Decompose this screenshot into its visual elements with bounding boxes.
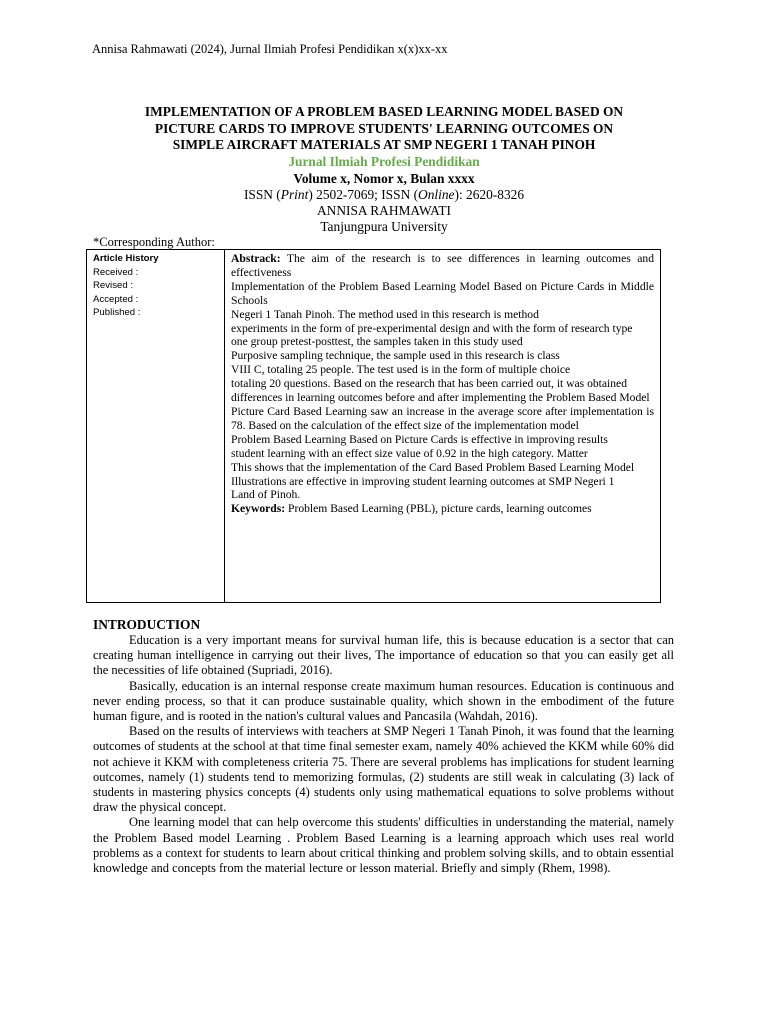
abstract-line: Implementation of the Problem Based Learning Model Based on Picture Cards in Middle Schools (231, 279, 654, 307)
history-revised: Revised : (93, 280, 133, 292)
running-head: Annisa Rahmawati (2024), Jurnal Ilmiah Profesi Pendidikan x(x)xx-xx (92, 42, 448, 56)
abstract-box (86, 249, 661, 603)
issn-online: Online (418, 186, 455, 202)
introduction-heading: INTRODUCTION (93, 617, 201, 632)
abstract (225, 250, 660, 602)
introduction-section (93, 617, 674, 876)
abstract-line: experiments in the form of pre-experimental design and with the form of research type (231, 321, 633, 335)
corresponding-author: *Corresponding Author: (93, 235, 215, 249)
abstract-line: Problem Based Learning Based on Picture Cards is effective in improving results (231, 432, 608, 446)
title-block (92, 104, 676, 235)
keywords-label: Keywords: (231, 502, 286, 516)
intro-paragraph: Based on the results of interviews with teachers at SMP Negeri 1 Tanah Pinoh, it was found that the learning outcomes of students at the school at that time final semester exam, namely 40% achieved the KKM while 60% did not achieve it KKM with completeness criteria 75. There are several problems has implications for student learning outcomes, namely (1) students tend to memorizing formulas, (2) students are still weak in calculating (3) lack of students in mastering physics concepts (4) students only using mathematical equations to solve problems without draw the physical concept. (93, 724, 674, 815)
abstract-line: student learning with an effect size value of 0.92 in the high category. Matter (231, 446, 588, 460)
intro-paragraph: Basically, education is an internal response create maximum human resources. Education is continuous and never ending process, so that it can produce sustainable quality, which shown in the embodiment of the future human figure, and is rooted in the nation's cultural values and Pancasila (Wahdah, 2016). (93, 678, 674, 724)
journal-name: Jurnal Ilmiah Profesi Pendidikan (288, 153, 480, 169)
title-line-3: SIMPLE AIRCRAFT MATERIALS AT SMP NEGERI 1 TANAH PINOH (172, 137, 596, 152)
intro-paragraph: One learning model that can help overcome this students' difficulties in understanding the material, namely the Problem Based model Learning . Problem Based Learning is a learning approach which uses real world problems as a context for students to learn about critical thinking and problem solving skills, and to obtain essential knowledge and concepts from the material lecture or lesson material. Briefly and simply (Rhem, 1998). (93, 815, 674, 876)
title-line-2: PICTURE CARDS TO IMPROVE STUDENTS' LEARNING OUTCOMES ON (154, 120, 614, 136)
issn-post: ): 2620-8326 (454, 186, 525, 202)
issn-pre: ISSN ( (243, 186, 281, 202)
abstract-line: VIII C, totaling 25 people. The test used is in the form of multiple choice (231, 363, 571, 377)
abstract-line: Negeri 1 Tanah Pinoh. The method used in this research is method (231, 307, 539, 321)
history-accepted: Accepted : (93, 293, 139, 305)
abstract-line: totaling 20 questions. Based on the research that has been carried out, it was obtained (231, 377, 628, 391)
abstract-line: Purposive sampling technique, the sample used in this research is class (231, 349, 560, 363)
history-published: Published : (93, 307, 141, 319)
abstract-line: This shows that the implementation of the Card Based Problem Based Learning Model (231, 460, 635, 474)
article-title (92, 104, 676, 154)
author-name: ANNISA RAHMAWATI (317, 202, 451, 218)
title-line-1: IMPLEMENTATION OF A PROBLEM BASED LEARNING MODEL BASED ON (144, 104, 624, 119)
abstract-line: Abstrack: The aim of the research is to see differences in learning outcomes and effectiveness (231, 252, 654, 279)
issn-print: Print (280, 186, 309, 202)
keywords-text: Problem Based Learning (PBL), picture cards, learning outcomes (285, 502, 592, 516)
history-received: Received : (93, 266, 139, 278)
abstract-line: differences in learning outcomes before and after implementing the Problem Based Model (231, 391, 650, 405)
article-history-title: Article History (93, 253, 159, 264)
abstract-line: one group pretest-posttest, the samples taken in this study used (231, 335, 523, 349)
abstract-line: Picture Card Based Learning saw an increase in the average score after implementation is 78. Based on the calculation of the effect size of the implementation model (231, 404, 654, 432)
volume-info: Volume x, Nomor x, Bulan xxxx (293, 170, 475, 186)
affiliation: Tanjungpura University (320, 218, 448, 234)
issn-mid: ) 2502-7069; ISSN ( (308, 186, 419, 202)
abstract-line: Illustrations are effective in improving student learning outcomes at SMP Negeri 1 (231, 474, 615, 488)
keywords (231, 502, 654, 516)
article-history (87, 250, 225, 602)
issn-info (92, 187, 676, 203)
intro-paragraph: Education is a very important means for survival human life, this is because education is a sector that can creating human intelligence in carrying out their lives, The importance of education so that you can easily get all the necessities of life obtained (Supriadi, 2016). (93, 633, 674, 678)
abstract-line: Land of Pinoh. (231, 488, 301, 502)
abstract-label: Abstrack: (231, 252, 281, 265)
